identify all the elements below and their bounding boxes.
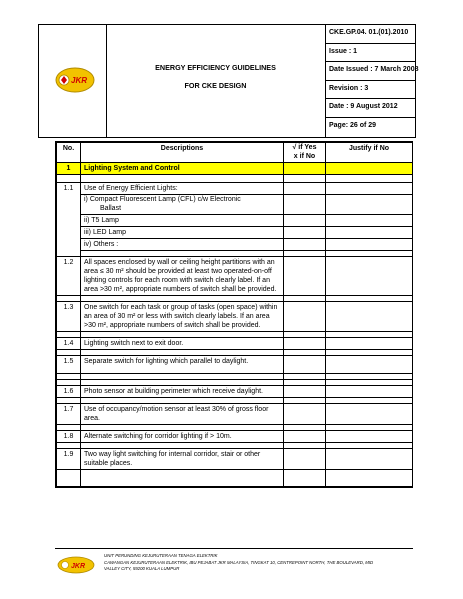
- document-header: [38, 24, 419, 138]
- check-cell[interactable]: [284, 215, 326, 227]
- table-row: [57, 431, 413, 443]
- check-cell[interactable]: [284, 257, 326, 296]
- col-header-yes: √ if Yes: [292, 144, 317, 151]
- svg-text:JKR: JKR: [71, 76, 88, 85]
- item-text: Lighting switch next to exit door.: [81, 338, 284, 350]
- footer-divider: [55, 548, 413, 549]
- footer-line1: UNIT PERUNDING KEJURUTERAAN TENAGA ELEKTRIK: [104, 553, 218, 558]
- doc-info: [325, 25, 419, 137]
- doc-code: CKE.GP.04. 01.(01).2010: [325, 25, 415, 44]
- footer-jkr-logo: [57, 556, 95, 574]
- table-row: [57, 356, 413, 374]
- item-text: Use of Energy Efficient Lights:: [81, 183, 284, 195]
- title-cell: [106, 25, 326, 137]
- item-subtext: iv) Others :: [81, 239, 284, 251]
- item-number: 1.8: [57, 431, 81, 443]
- table-row: [57, 302, 413, 332]
- justify-cell[interactable]: [326, 227, 413, 239]
- table-row: [57, 449, 413, 470]
- item-text: One switch for each task or group of tasks (open space) within an area of 30 m² or less with switch clearly labels. If an area >30 m², appropriate numbers of switch shall be provided.: [81, 302, 284, 332]
- check-cell[interactable]: [284, 449, 326, 470]
- item-number: 1.2: [57, 257, 81, 296]
- item-text: Alternate switching for corridor lighting if > 10m.: [81, 431, 284, 443]
- check-cell[interactable]: [284, 338, 326, 350]
- col-header-descriptions: Descriptions: [81, 143, 284, 163]
- table-row: [57, 195, 413, 215]
- item-number: 1.4: [57, 338, 81, 350]
- table-row: [57, 183, 413, 195]
- justify-cell[interactable]: [326, 183, 413, 195]
- footer-line2: CAWANGAN KEJURUTERAAN ELEKTRIK, IBU PEJABAT JKR MALAYSIA, TINGKAT 10, CENTREPOINT NORTH, THE BOULEVARD, MID: [104, 559, 374, 565]
- table-row: [57, 239, 413, 251]
- col-header-yes-no: [284, 143, 326, 163]
- doc-date-issued: Date Issued : 7 March 2008: [325, 62, 415, 81]
- item-text: Two way light switching for internal corridor, stair or other suitable places.: [81, 449, 284, 470]
- justify-cell[interactable]: [326, 239, 413, 251]
- section-number: 1: [57, 163, 81, 175]
- justify-cell[interactable]: [326, 356, 413, 374]
- table-row: [57, 404, 413, 425]
- item-number: 1.9: [57, 449, 81, 470]
- doc-revision: Revision : 3: [325, 81, 415, 100]
- item-text: Photo sensor at building perimeter which receive daylight.: [81, 386, 284, 398]
- item-text: Separate switch for lighting which parallel to daylight.: [81, 356, 284, 374]
- check-cell[interactable]: [284, 356, 326, 374]
- footer-line3: VALLEY CITY, 59200 KUALA LUMPUR: [104, 566, 180, 571]
- check-cell[interactable]: [284, 227, 326, 239]
- check-cell[interactable]: [284, 195, 326, 215]
- item-number: 1.7: [57, 404, 81, 425]
- justify-cell[interactable]: [326, 215, 413, 227]
- doc-page: Page: 26 of 29: [329, 121, 377, 129]
- justify-cell[interactable]: [326, 195, 413, 215]
- table-row: [57, 257, 413, 296]
- section-row: [57, 163, 413, 175]
- doc-date: Date : 9 August 2012: [325, 99, 415, 118]
- justify-cell[interactable]: [326, 431, 413, 443]
- table-row: [57, 215, 413, 227]
- check-cell[interactable]: [284, 239, 326, 251]
- section-title: Lighting System and Control: [81, 163, 284, 175]
- table-row: [57, 386, 413, 398]
- check-cell[interactable]: [284, 302, 326, 332]
- item-number: 1.6: [57, 386, 81, 398]
- justify-cell[interactable]: [326, 338, 413, 350]
- doc-issue: Issue : 1: [325, 44, 415, 63]
- table-row: [57, 227, 413, 239]
- item-subtext: iii) LED Lamp: [81, 227, 284, 239]
- item-number: 1.1: [57, 183, 81, 257]
- justify-cell[interactable]: [326, 449, 413, 470]
- justify-cell[interactable]: [326, 257, 413, 296]
- table-header-row: [57, 143, 413, 163]
- justify-cell[interactable]: [326, 302, 413, 332]
- doc-title-line1: ENERGY EFFICIENCY GUIDELINES: [155, 63, 276, 72]
- check-cell[interactable]: [284, 386, 326, 398]
- item-number: 1.5: [57, 356, 81, 374]
- jkr-logo: [55, 67, 95, 93]
- table-row: [57, 470, 413, 487]
- item-text: Use of occupancy/motion sensor at least 30% of gross floor area.: [81, 404, 284, 425]
- item-subtext: ii) T5 Lamp: [81, 215, 284, 227]
- footer-address: [104, 553, 404, 573]
- item-number: 1.3: [57, 302, 81, 332]
- item-subtext: Ballast: [100, 204, 122, 212]
- logo-cell: [39, 25, 107, 137]
- table-row: [57, 338, 413, 350]
- check-cell[interactable]: [284, 431, 326, 443]
- item-text: All spaces enclosed by wall or ceiling height partitions with an area ≤ 30 m² should be provided at least two operated-on-off lighting controls for each room with switch clearly label. If an area >30 m², appropriate numbers of switch shall be provided.: [81, 257, 284, 296]
- check-cell[interactable]: [284, 404, 326, 425]
- doc-title-line2: FOR CKE DESIGN: [184, 81, 247, 90]
- checklist-table: [55, 141, 413, 488]
- col-header-justify: Justify if No: [326, 143, 413, 163]
- col-header-no: No.: [57, 143, 81, 163]
- justify-cell[interactable]: [326, 386, 413, 398]
- check-cell[interactable]: [284, 183, 326, 195]
- col-header-no-mark: x if No: [293, 152, 316, 160]
- svg-text:JKR: JKR: [71, 563, 86, 570]
- justify-cell[interactable]: [326, 404, 413, 425]
- item-subtext: i) Compact Fluorescent Lamp (CFL) c/w Electronic: [84, 196, 241, 203]
